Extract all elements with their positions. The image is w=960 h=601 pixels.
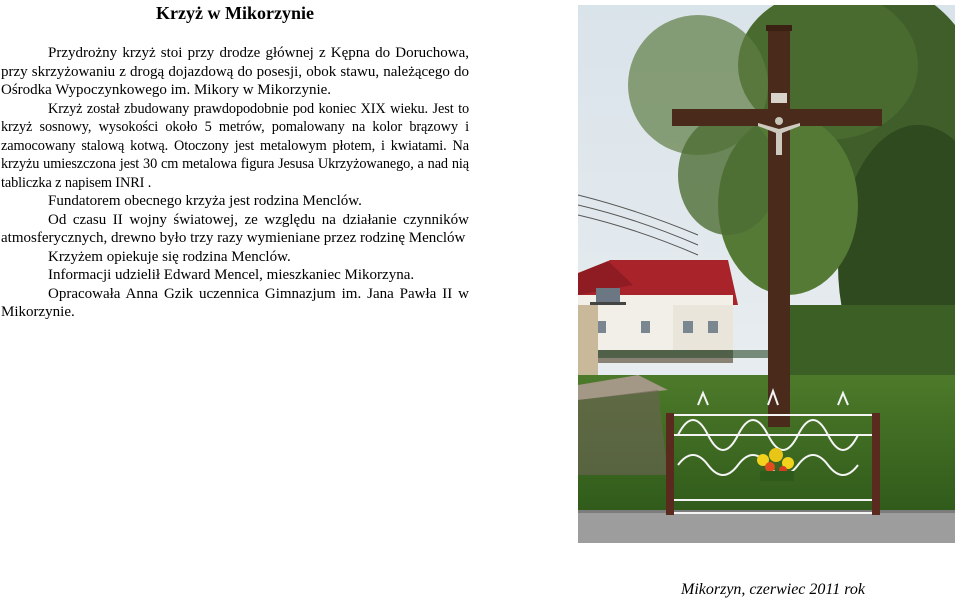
photo-caption: Mikorzyn, czerwiec 2011 rok <box>681 581 865 598</box>
paragraph-caretaker: Krzyżem opiekuje się rodzina Menclów. <box>48 248 291 265</box>
paragraph-founder: Fundatorem obecnego krzyża jest rodzina Menclów. <box>48 193 362 209</box>
paragraph-location: Przydrożny krzyż stoi przy drodze głównej z Kępna do Doruchowa, przy skrzyżowaniu z drogą dojazdową do posesji, obok stawu, należącego do Ośrodka Wypoczynkowego im. Mikory w Mikorzynie. <box>1 45 469 98</box>
roadside-cross-photo <box>578 5 955 543</box>
article-body <box>1 44 469 322</box>
paragraph-description: Krzyż został zbudowany prawdopodobnie pod koniec XIX wieku. Jest to krzyż sosnowy, wysokości około 5 metrów, pomalowany na kolor brązowy i zamocowany stalową kotwą. Otoczony jest metalowym płotem, i kwiatami. Na krzyżu umieszczona jest 30 cm metalowa figura Jesusa Ukrzyżowanego, a nad nią tabliczka z napisem INRI . <box>1 100 469 191</box>
page-title: Krzyż w Mikorzynie <box>156 3 314 23</box>
paragraph-informant: Informacji udzielił Edward Mencel, mieszkaniec Mikorzyna. <box>48 267 415 283</box>
paragraph-author: Opracowała Anna Gzik uczennica Gimnazjum im. Jana Pawła II w Mikorzynie. <box>1 285 469 320</box>
photo-illustration <box>578 5 955 543</box>
paragraph-history: Od czasu II wojny światowej, ze względu na działanie czynników atmosferycznych, drewno było trzy razy wymieniane przez rodzinę Menclów <box>1 211 469 246</box>
